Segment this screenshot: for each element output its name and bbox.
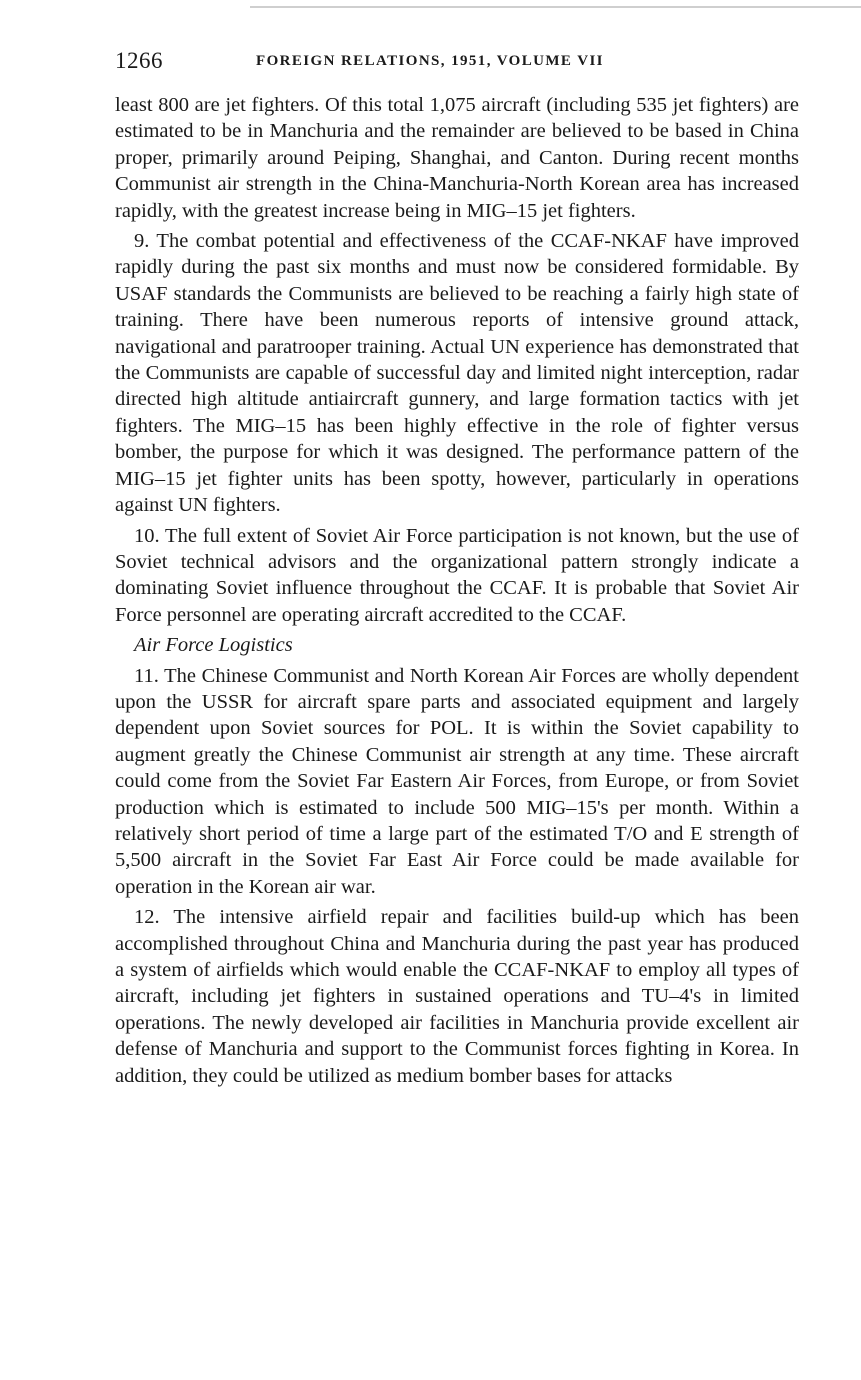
running-head: FOREIGN RELATIONS, 1951, VOLUME VII: [256, 53, 604, 69]
page-number: 1266: [115, 48, 163, 73]
page-header: [115, 48, 799, 78]
body-text: [115, 92, 799, 1093]
paragraph-12: 12. The intensive airfield repair and facilities build-up which has been accomplished throughout China and Manchuria during the past year has produced a system of airfields which would enable the CCAF-NKAF to employ all types of aircraft, including jet fighters in sustained operations and TU–4's in limited operations. The newly developed air facilities in Manchuria provide excellent air defense of Manchuria and support to the Communist forces fighting in Korea. In addition, they could be utilized as medium bomber bases for attacks: [115, 906, 799, 1087]
paragraph-9: 9. The combat potential and effectiveness of the CCAF-NKAF have improved rapidly during the past six months and must now be considered formidable. By USAF standards the Communists are believed to be reaching a fairly high state of training. There have been numerous reports of intensive ground attack, navigational and paratrooper training. Actual UN experience has demonstrated that the Communists are capable of successful day and limited night interception, radar directed high altitude antiaircraft gunnery, and large formation tactics with jet fighters. The MIG–15 has been highly effective in the role of fighter versus bomber, the purpose for which it was designed. The performance pattern of the MIG–15 jet fighter units has been spotty, however, particularly in operations against UN fighters.: [115, 230, 799, 517]
top-rule: [250, 6, 861, 8]
paragraph-10: 10. The full extent of Soviet Air Force participation is not known, but the use of Soviet technical advisors and the organizational pattern strongly indicate a dominating Soviet influence throughout the CCAF. It is probable that Soviet Air Force personnel are operating aircraft accredited to the CCAF.: [115, 524, 799, 626]
section-subheading: Air Force Logistics: [134, 634, 293, 657]
paragraph-continued: least 800 are jet fighters. Of this total 1,075 aircraft (including 535 jet fighters) are estimated to be in Manchuria and the remainder are believed to be based in China proper, primarily around Peiping, Shanghai, and Canton. During recent months Communist air strength in the China-Manchuria-North Korean area has increased rapidly, with the greatest increase being in MIG–15 jet fighters.: [115, 94, 799, 222]
paragraph-11: 11. The Chinese Communist and North Korean Air Forces are wholly dependent upon the USSR for aircraft spare parts and associated equipment and largely dependent upon Soviet sources for POL. It is within the Soviet capability to augment greatly the Chinese Communist air strength at any time. These aircraft could come from the Soviet Far Eastern Air Forces, from Europe, or from Soviet production which is estimated to include 500 MIG–15's per month. Within a relatively short period of time a large part of the estimated T/O and E strength of 5,500 aircraft in the Soviet Far East Air Force could be made available for operation in the Korean air war.: [115, 664, 799, 898]
